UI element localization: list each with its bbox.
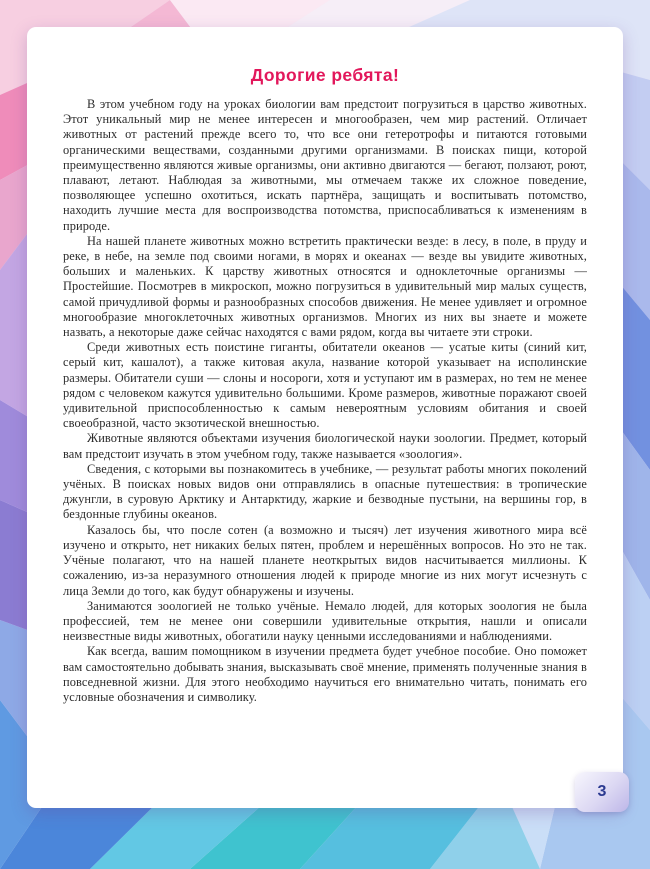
paragraph: Животные являются объектами изучения биологической науки зоологии. Предмет, который вам предстоит изучать в этом учебном году, также называется «зоология». [63, 431, 587, 461]
page-title: Дорогие ребята! [250, 65, 400, 85]
page-number-tab [575, 772, 629, 812]
page-number: 3 [597, 783, 607, 800]
paragraph: Занимаются зоологией не только учёные. Немало людей, для которых зоология не была профессией, тем не менее они совершили удивительные открытия, нашли и описали неизвестные виды животных, обогатили науку ценными исследованиями и наблюдениями. [63, 598, 587, 644]
paragraph: На нашей планете животных можно встретить практически везде: в лесу, в поле, в пруду и реке, в небе, на земле под своими ногами, в морях и океанах — везде вы увидите животных, больших и маленьких. К царству животных относятся и одноклеточные организмы — Простейшие. Посмотрев в микроскоп, можно погрузиться в удивительный мир малых существ, самой причудливой формы и разнообразных способов движения. Не менее удивляет и огромное многообразие многоклеточных животных организмов. Многих из них вы знаете и можете назвать, а некоторые даже сейчас находятся с вами рядом, когда вы читаете эти строки. [63, 233, 587, 340]
body-text [63, 97, 587, 705]
paragraph: В этом учебном году на уроках биологии вам предстоит погрузиться в царство животных. Этот уникальный мир не менее интересен и многообразен, чем мир растений. Отличает животных от растений прежде всего то, что все они гетеротрофы и питаются готовыми органическими веществами, созданными другими организмами. В поисках пищи, которой преимущественно являются живые организмы, они активно двигаются — бегают, ползают, роют, плавают, летают. Наблюдая за животными, мы отмечаем также их сложное поведение, позволяющее успешно охотиться, искать партнёра, защищать и воспитывать потомство, находить лучшие места для воспроизводства потомства, приспосабливаться к изменениям в природе. [63, 97, 587, 233]
paragraph: Как всегда, вашим помощником в изучении предмета будет учебное пособие. Оно поможет вам самостоятельно добывать знания, высказывать своё мнение, применять полученные знания в повседневной жизни. Для этого необходимо научиться его внимательно читать, понимать его условные обозначения и символику. [63, 644, 587, 704]
paragraph: Казалось бы, что после сотен (а возможно и тысяч) лет изучения животного мира всё изучено и открыто, нет никаких белых пятен, проблем и нерешённых вопросов. Но это не так. Учёные полагают, что на нашей планете неоткрытых видов насчитывается миллионы. К сожалению, из-за неразумного отношения людей к природе многие из них могут исчезнуть с лица Земли до того, как будут обнаружены и изучены. [63, 522, 587, 598]
paragraph: Среди животных есть поистине гиганты, обитатели океанов — усатые киты (синий кит, серый кит, кашалот), а также китовая акула, название которой указывает на исполинские размеры. Обитатели суши — слоны и носороги, хотя и уступают им в размерах, но тем не менее рядом с человеком кажутся удивительно большими. Кроме размеров, животные поражают своей удивительной приспособленностью к самым невероятным условиям обитания и своей своеобразной, часто экзотической внешностью. [63, 340, 587, 431]
book-page [27, 27, 623, 808]
paragraph: Сведения, с которыми вы познакомитесь в учебнике, — результат работы многих поколений учёных. В поисках новых видов они отправлялись в опасные путешествия: в тропические джунгли, в суровую Арктику и Антарктиду, жаркие и безводные пустыни, на вершины гор, в бездонные глубины океанов. [63, 461, 587, 522]
